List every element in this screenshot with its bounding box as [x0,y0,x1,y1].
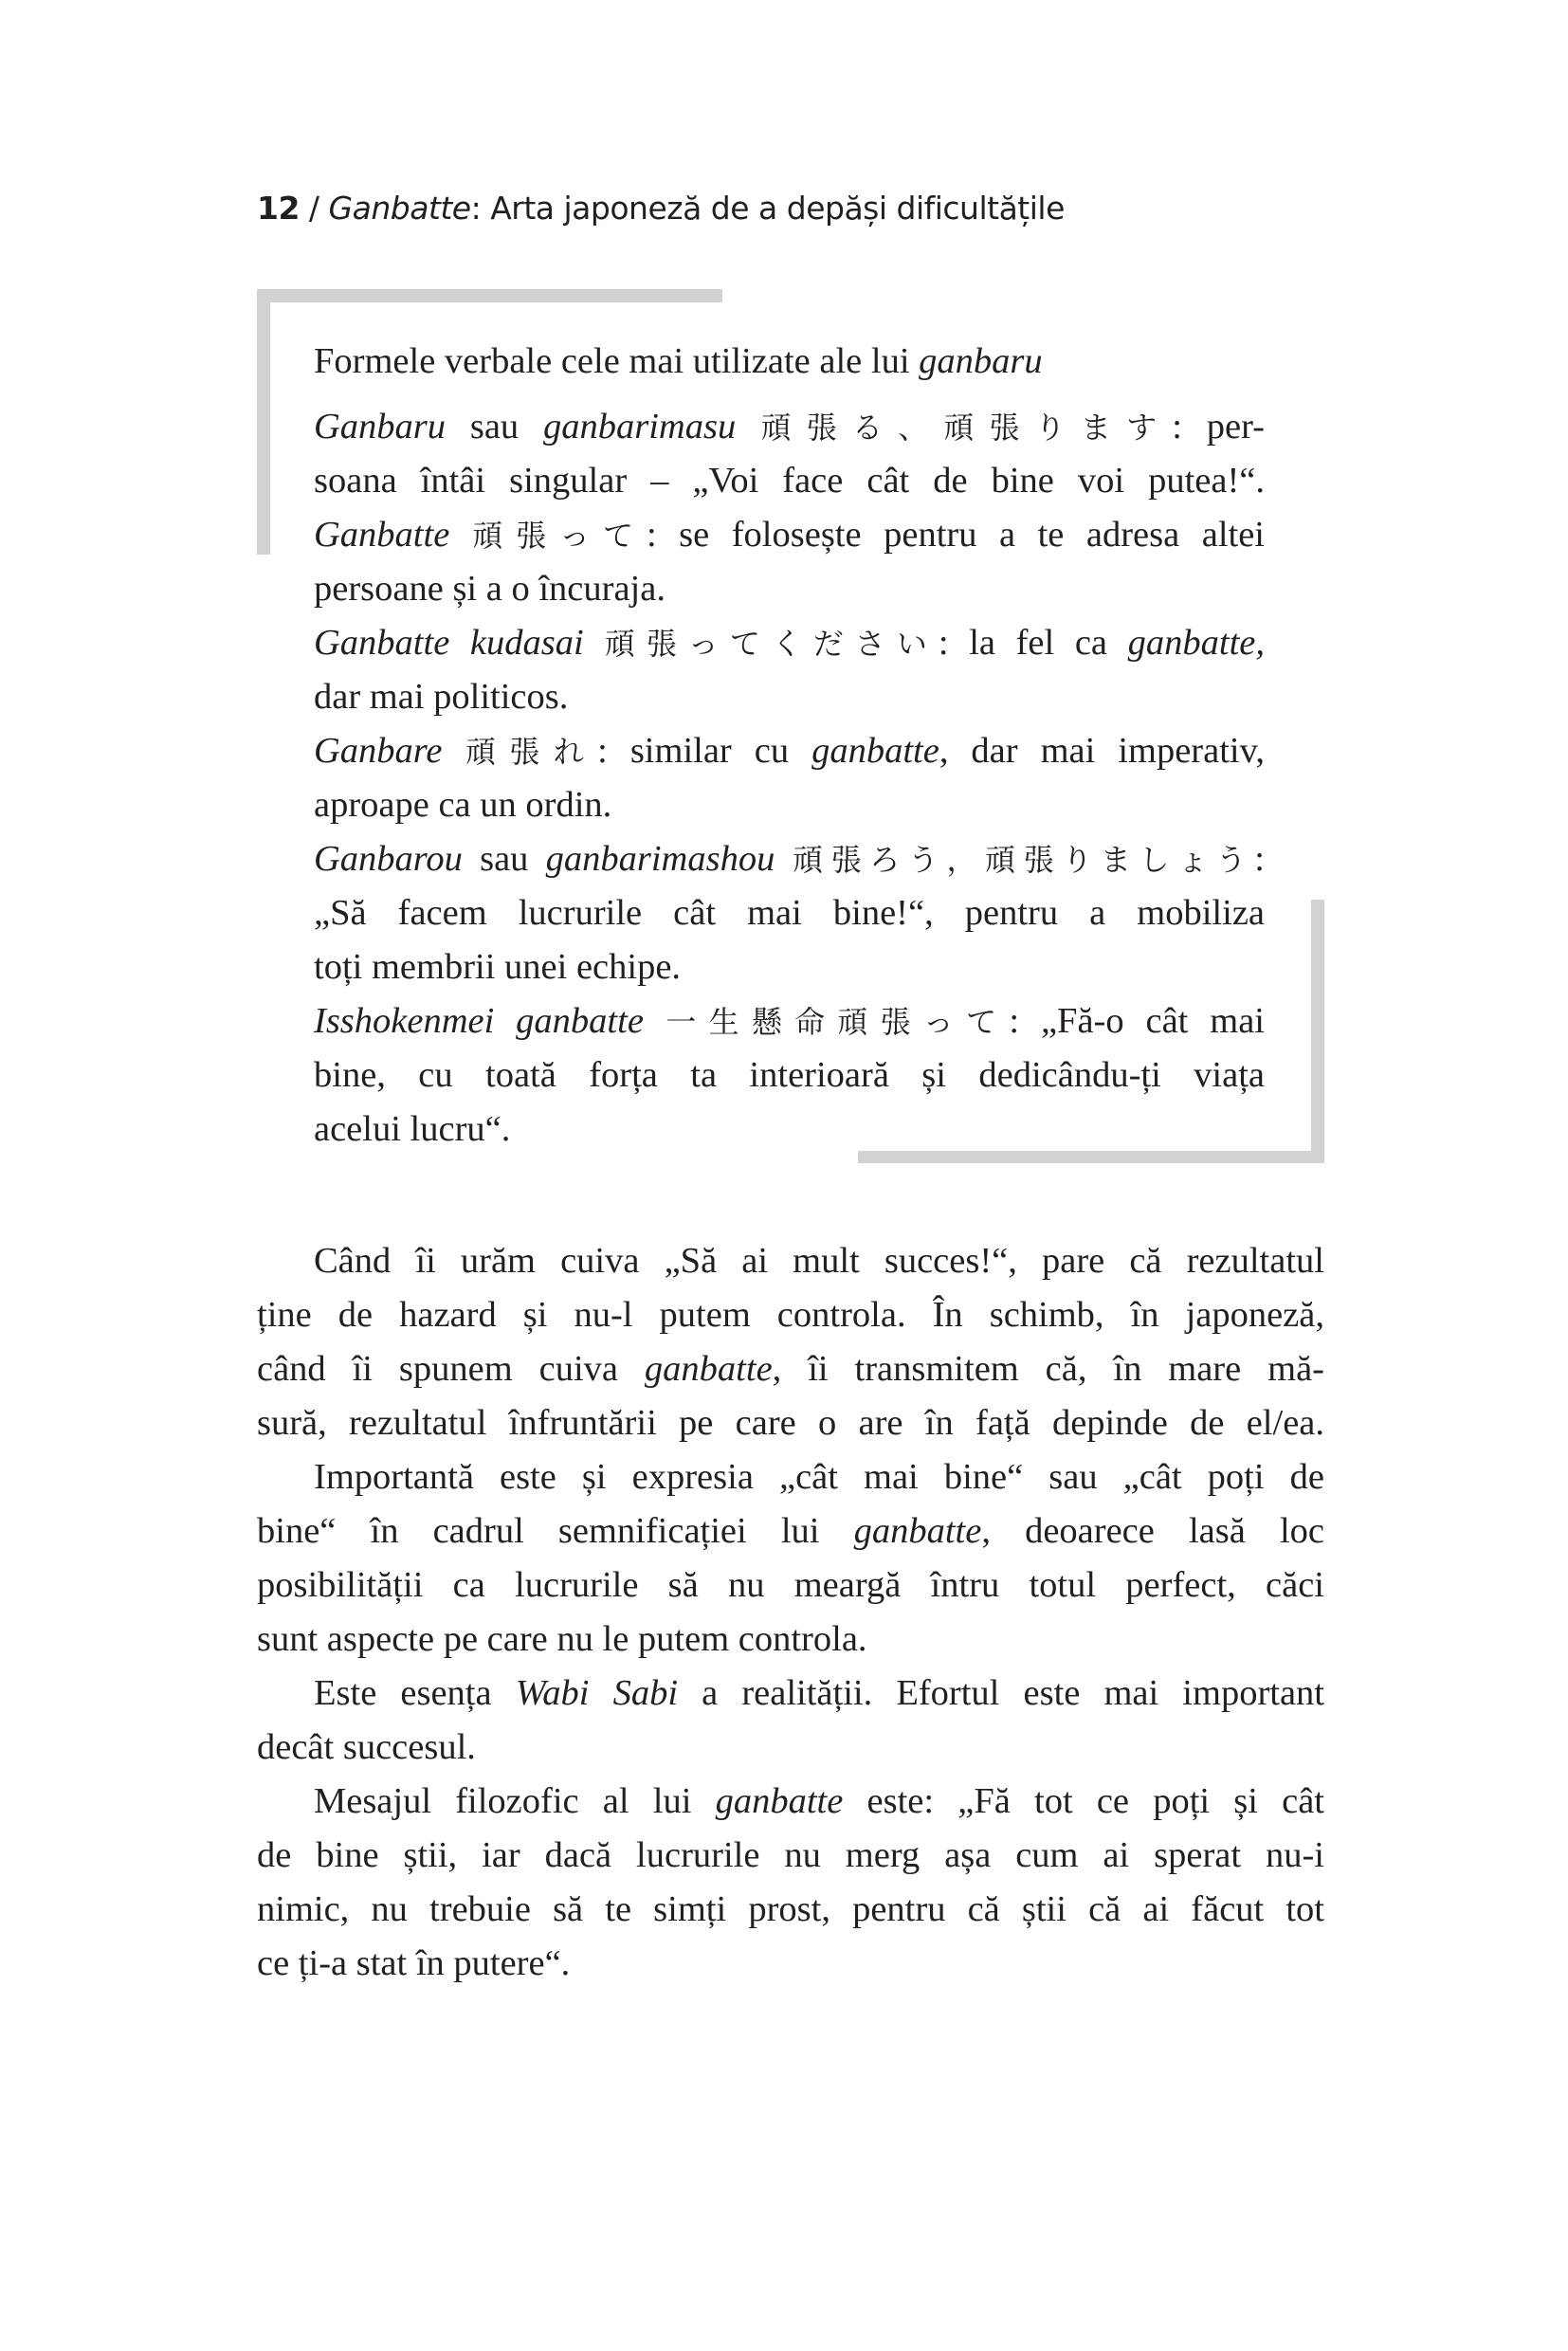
page-number: 12 [257,190,300,227]
box-line: aproape ca un ordin. [314,785,612,825]
box-line: Ganbaru sau ganbarimasu 頑張る、頑張ります: per- [314,407,1265,447]
paragraph-line: sunt aspecte pe care nu le putem controla. [257,1619,867,1659]
box-line: soana întâi singular – „Voi face cât de bine voi putea!“. [314,461,1265,501]
box-line: Ganbatte 頑張って: se folosește pentru a te adresa altei [314,515,1265,555]
box-line: toți membrii unei echipe. [314,947,682,987]
box-line: persoane și a o încuraja. [314,569,665,609]
paragraph-line: Când îi urăm cuiva „Să ai mult succes!“, pare că rezultatul [314,1241,1324,1281]
box-line: „Să facem lucrurile cât mai bine!“, pentru a mobiliza [314,893,1265,933]
box-line: dar mai politicos. [314,677,569,717]
book-title-italic: Ganbatte [328,190,471,227]
box-bracket-right [1311,900,1324,1163]
verb-forms-box [314,335,1265,1157]
header-separator: / [299,190,329,227]
paragraph-line: Importantă este și expresia „cât mai bine“ sau „cât poți de [314,1457,1324,1497]
paragraph-line: Mesajul filozofic al lui ganbatte este: „Fă tot ce poți și cât [314,1781,1324,1821]
paragraph-line: bine“ în cadrul semnificației lui ganbatte, deoarece lasă loc [257,1511,1324,1551]
book-title-rest: : Arta japoneză de a depăși dificultățile [470,190,1065,227]
box-line: Ganbarou sau ganbarimashou 頑張ろう，頑張りましょう: [314,839,1265,879]
paragraph-line: sură, rezultatul înfruntării pe care o are în față depinde de el/ea. [257,1403,1324,1443]
paragraph-line: când îi spunem cuiva ganbatte, îi transmitem că, în mare mă- [257,1349,1324,1389]
paragraph-line: decât succesul. [257,1727,476,1767]
paragraph-line: ține de hazard și nu-l putem controla. În schimb, în japoneză, [257,1295,1324,1335]
box-line: Ganbare 頑張れ: similar cu ganbatte, dar mai imperativ, [314,731,1265,771]
body-text [257,1234,1324,1991]
box-line: acelui lucru“. [314,1109,511,1149]
box-bracket-top [257,289,722,302]
box-line: bine, cu toată forța ta interioară și dedicându-ți viața [314,1055,1265,1095]
box-line: Isshokenmei ganbatte 一生懸命頑張って: „Fă-o cât mai [314,1001,1265,1041]
paragraph-line: Este esența Wabi Sabi a realității. Efortul este mai important [314,1673,1325,1713]
paragraph-line: ce ți-a stat în putere“. [257,1943,571,1983]
box-line: Ganbatte kudasai 頑張ってください: la fel ca ganbatte, [314,623,1265,663]
running-header [257,190,1065,227]
paragraph-line: nimic, nu trebuie să te simți prost, pentru că știi că ai făcut tot [257,1889,1324,1929]
paragraph-line: posibilității ca lucrurile să nu meargă întru totul perfect, căci [257,1565,1324,1605]
paragraph-line: de bine știi, iar dacă lucrurile nu merg așa cum ai sperat nu-i [257,1835,1324,1875]
box-title: Formele verbale cele mai utilizate ale lui ganbaru [314,341,1043,381]
box-bracket-left [257,289,270,555]
